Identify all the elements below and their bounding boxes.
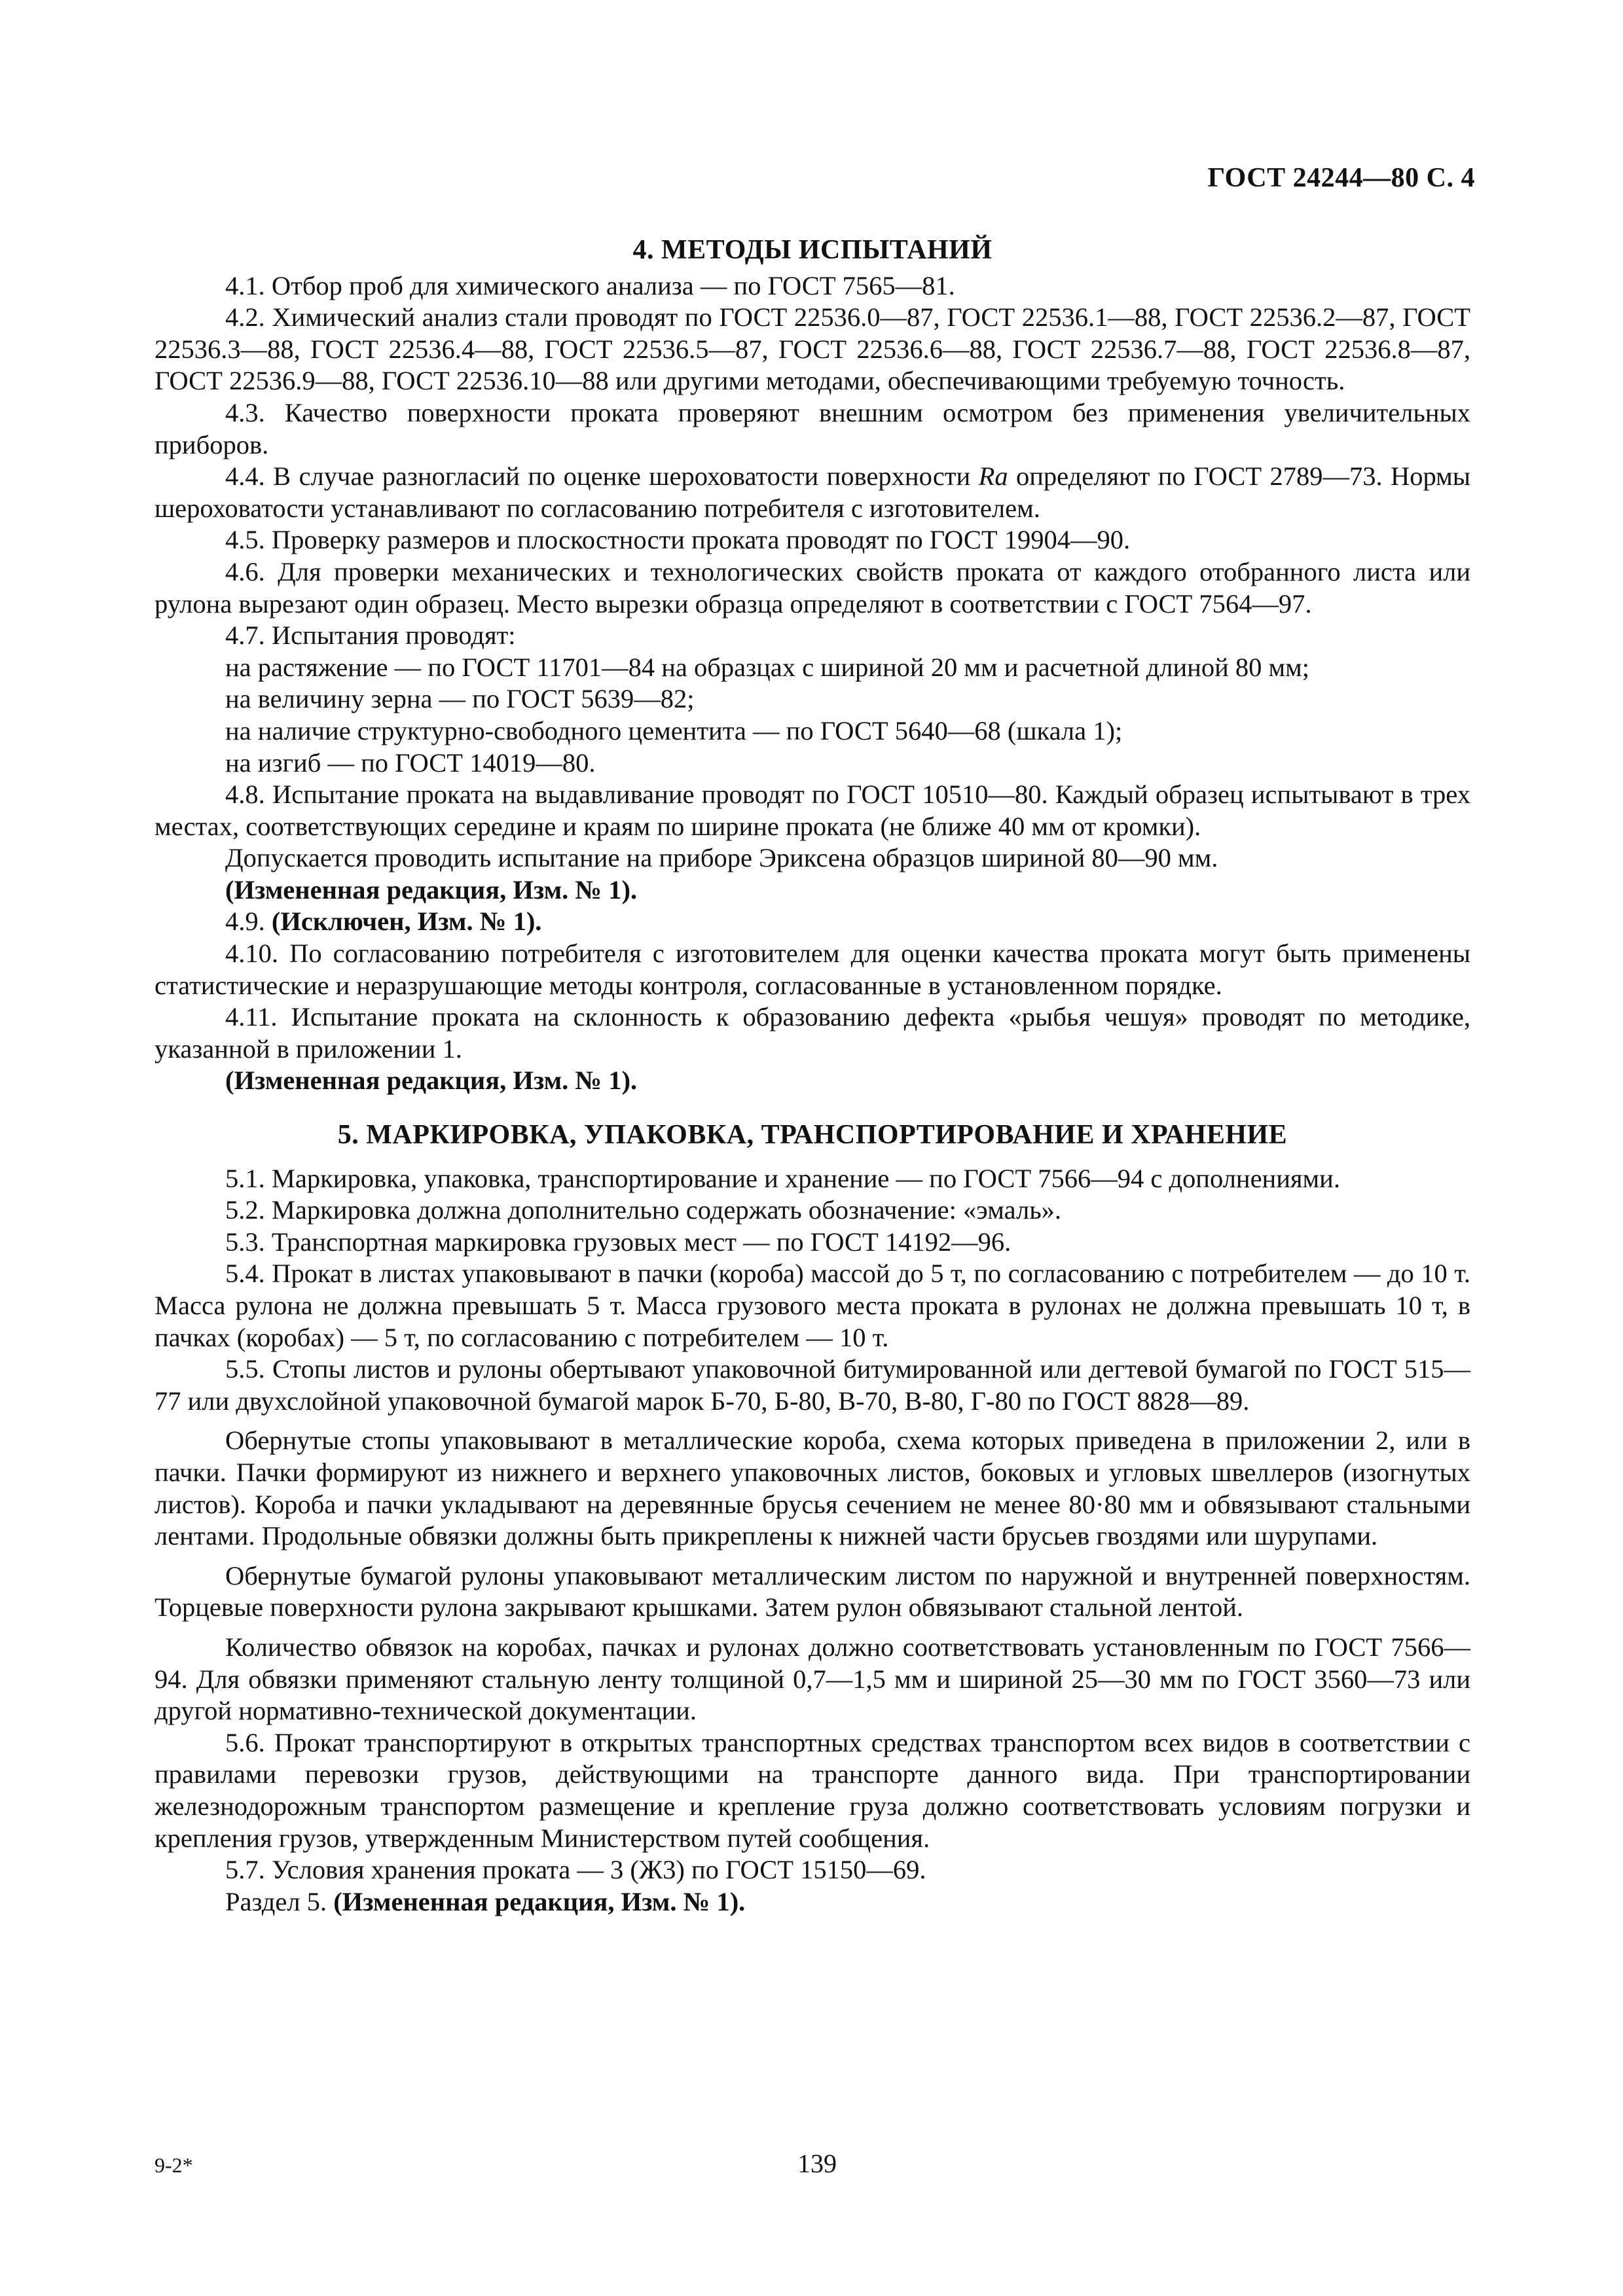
clause-4-9 [155, 906, 1470, 938]
clause-5-5-boxes: Обернутые стопы упаковывают в металлические короба, схема которых приведена в приложении 2, или в пачки. Пачки формируют из нижнего и верхнего упаковочных листов, боковых и угловых швеллеров (изогнутых листов). Короба и пачки укладывают на деревянные брусья сечением не менее 80·80 мм и обвязывают стальными лентами. Продольные обвязки должны быть прикреплены к нижней части брусьев гвоздями или шурупами. [155, 1426, 1470, 1551]
clause-4-7-cementite: на наличие структурно-свободного цементита — по ГОСТ 5640—68 (шкала 1); [225, 715, 1123, 745]
clause-4-9-excluded: (Исключен, Изм. № 1). [271, 906, 542, 937]
clause-4-7: 4.7. Испытания проводят: [225, 620, 516, 651]
clause-4-4 [155, 461, 1470, 524]
clause-4-5: 4.5. Проверку размеров и плоскостности проката проводят по ГОСТ 19904—90. [225, 525, 1131, 555]
clause-4-8-erichsen: Допускается проводить испытание на приборе Эриксена образцов шириной 80—90 мм. [225, 843, 1218, 873]
clause-5-5: 5.5. Стопы листов и рулоны обертывают упаковочной битумированной или дегтевой бумагой по ГОСТ 515—77 или двухслойной упаковочной бумагой марок Б-70, Б-80, В-70, В-80, Г-80 по ГОСТ 8828—89. [155, 1354, 1470, 1416]
page-number: 139 [797, 2149, 837, 2178]
page-header: ГОСТ 24244—80 С. 4 [1207, 163, 1475, 193]
section-5-amendment-prefix: Раздел 5. [225, 1886, 334, 1916]
document-body [155, 234, 1470, 1918]
clause-4-10: 4.10. По согласованию потребителя с изготовителем для оценки качества проката могут быть применены статистические и неразрушающие методы контроля, согласованные в установленном порядке. [155, 939, 1470, 1000]
clause-4-6: 4.6. Для проверки механических и технологических свойств проката от каждого отобранного листа или рулона вырезают один образец. Место вырезки образца определяют в соответствии с ГОСТ 7564—97. [155, 556, 1470, 619]
clause-4-8: 4.8. Испытание проката на выдавливание проводят по ГОСТ 10510—80. Каждый образец испытывают в трех местах, соответствующих середине и краям по ширине проката (не ближе 40 мм от кромки). [155, 780, 1470, 841]
footer-print-code: 9-2* [155, 2153, 193, 2177]
clause-4-3: 4.3. Качество поверхности проката проверяют внешним осмотром без применения увеличительных приборов. [155, 397, 1470, 459]
clause-5-2: 5.2. Маркировка должна дополнительно содержать обозначение: «эмаль». [225, 1195, 1062, 1225]
amendment-note-2: (Измененная редакция, Изм. № 1). [225, 1066, 638, 1096]
amendment-note-1: (Измененная редакция, Изм. № 1). [225, 874, 638, 905]
section-5-amendment [155, 1886, 1470, 1918]
clause-4-9-number: 4.9. [225, 906, 272, 937]
roughness-symbol: Ra [978, 461, 1008, 492]
clause-4-7-grain: на величину зерна — по ГОСТ 5639—82; [225, 684, 695, 714]
section-4-title: 4. МЕТОДЫ ИСПЫТАНИЙ [632, 235, 993, 265]
clause-4-4-part-a: 4.4. В случае разногласий по оценке шероховатости поверхности [225, 461, 979, 492]
clause-4-11: 4.11. Испытание проката на склонность к образованию дефекта «рыбья чешуя» проводят по методике, указанной в приложении 1. [155, 1002, 1470, 1064]
clause-5-3: 5.3. Транспортная маркировка грузовых мест — по ГОСТ 14192—96. [225, 1227, 1012, 1257]
clause-4-1: 4.1. Отбор проб для химического анализа — по ГОСТ 7565—81. [225, 270, 955, 300]
clause-5-1: 5.1. Маркировка, упаковка, транспортирование и хранение — по ГОСТ 7566—94 с дополнениями. [225, 1163, 1340, 1193]
section-5-amendment-note: (Измененная редакция, Изм. № 1). [333, 1886, 746, 1916]
clause-5-5-strapping: Количество обвязок на коробах, пачках и рулонах должно соответствовать установленным по ГОСТ 7566—94. Для обвязки применяют стальную ленту толщиной 0,7—1,5 мм и шириной 25—30 мм по ГОСТ 3560—73 или другой нормативно-технической документации. [155, 1632, 1470, 1726]
clause-4-2: 4.2. Химический анализ стали проводят по ГОСТ 22536.0—87, ГОСТ 22536.1—88, ГОСТ 22536.2—87, ГОСТ 22536.3—88, ГОСТ 22536.4—88, ГОСТ 22536.5—87, ГОСТ 22536.6—88, ГОСТ 22536.7—88, ГОСТ 22536.8—87, ГОСТ 22536.9—88, ГОСТ 22536.10—88 или другими методами, обеспечивающими требуемую точность. [155, 302, 1470, 396]
section-5-title: 5. МАРКИРОВКА, УПАКОВКА, ТРАНСПОРТИРОВАНИЕ И ХРАНЕНИЕ [337, 1120, 1288, 1151]
clause-5-5-rolls: Обернутые бумагой рулоны упаковывают металлическим листом по наружной и внутренней поверхностям. Торцевые поверхности рулона закрывают крышками. Затем рулон обвязывают стальной лентой. [155, 1560, 1470, 1623]
clause-4-7-bend: на изгиб — по ГОСТ 14019—80. [225, 747, 596, 778]
clause-5-6: 5.6. Прокат транспортируют в открытых транспортных средствах транспортом всех видов в соответствии с правилами перевозки грузов, действующими на транспорте данного вида. При транспортировании железнодорожным транспортом размещение и крепление груза должно соответствовать условиям погрузки и крепления грузов, утвержденным Министерством путей сообщения. [155, 1727, 1470, 1853]
clause-4-7-tension: на растяжение — по ГОСТ 11701—84 на образцах с шириной 20 мм и расчетной длиной 80 мм; [225, 652, 1310, 682]
clause-5-4: 5.4. Прокат в листах упаковывают в пачки (короба) массой до 5 т, по согласованию с потребителем — до 10 т. Масса рулона не должна превышать 5 т. Масса грузового места проката в рулонах не должна превышать 10 т, в пачках (коробах) — 5 т, по согласованию с потребителем — 10 т. [155, 1259, 1470, 1352]
clause-5-7: 5.7. Условия хранения проката — 3 (Ж3) по ГОСТ 15150—69. [225, 1855, 926, 1885]
clause-4-4-part-b: определяют по ГОСТ 2789—73. Нормы шероховатости устанавливают по согласованию потребителя с изготовителем. [155, 461, 1471, 523]
